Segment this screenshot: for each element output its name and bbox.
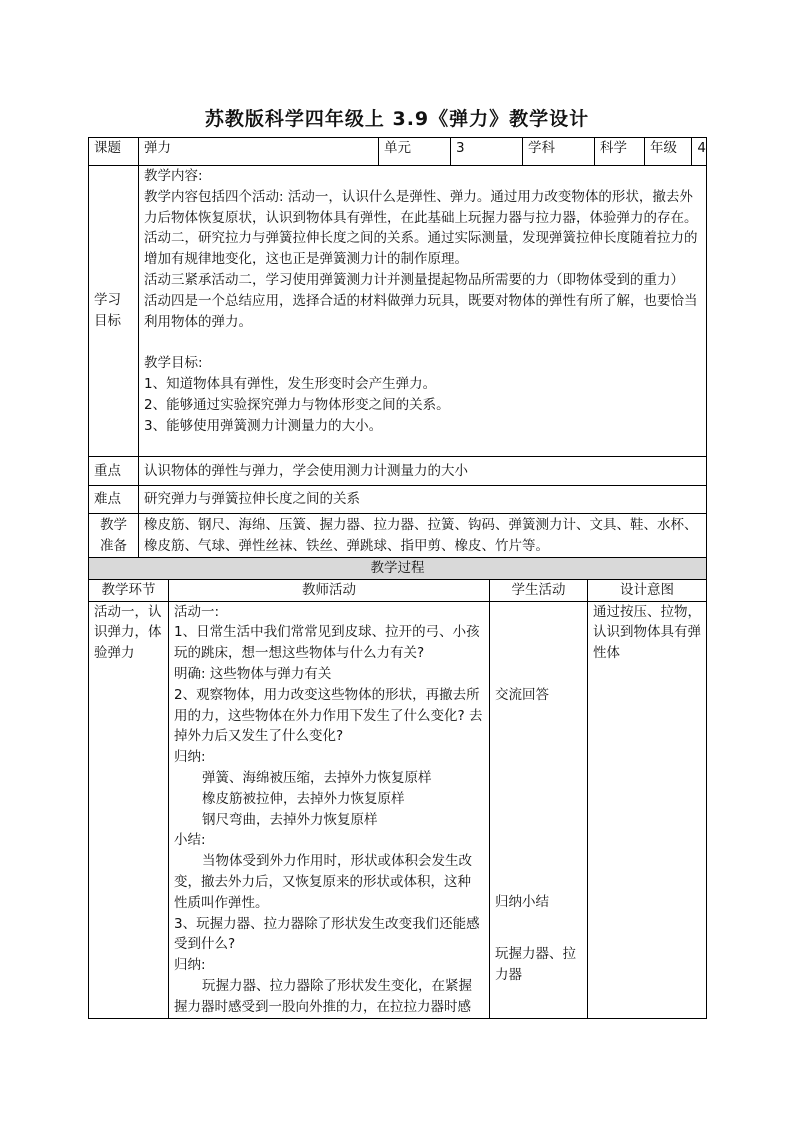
content-line: 活动四是一个总结应用，选择合适的材料做弹力玩具，既要对物体的弹性有所了解，也要恰当利用物体的弹力。	[144, 292, 698, 330]
student-item: 交流回答	[495, 686, 549, 703]
goals-content	[139, 166, 707, 457]
clarification: 明确: 这些物体与弹力有关	[174, 665, 332, 682]
objective-item: 3、能够使用弹簧测力计测量力的大小。	[144, 417, 383, 434]
summary-item: 弹簧、海绵被压缩，去掉外力恢复原样	[202, 769, 432, 786]
column-header: 教学环节	[89, 579, 169, 601]
content-line: 教学内容包括四个活动: 活动一，认识什么是弹性、弹力。通过用力改变物体的形状，撤去外力后物体恢复原状，认识到物体具有弹性，在此基础上玩握力器与拉力器，体验弹力的存在。	[144, 188, 698, 226]
grade-cell	[645, 138, 707, 166]
key-point-label: 重点	[89, 457, 139, 486]
stage-cell: 活动一，认识弹力，体验弹力	[89, 601, 169, 1018]
brief-label: 小结:	[174, 832, 206, 849]
key-point-value: 认识物体的弹性与弹力，学会使用测力计测量力的大小	[139, 457, 707, 486]
column-header: 设计意图	[588, 579, 707, 601]
objectives-heading: 教学目标:	[144, 355, 203, 372]
column-header: 学生活动	[490, 579, 588, 601]
summary-item: 钢尺弯曲，去掉外力恢复原样	[202, 811, 378, 828]
summary-text: 玩握力器、拉力器除了形状发生变化，在紧握握力器时感受到一股向外推的力，在拉拉力器时感	[174, 977, 472, 1015]
objective-item: 1、知道物体具有弹性，发生形变时会产生弹力。	[144, 375, 437, 392]
student-activity	[490, 601, 588, 1018]
summary-item: 橡皮筋被拉伸，去掉外力恢复原样	[202, 790, 405, 807]
subject-label: 学科	[523, 138, 595, 166]
grade-label: 年级	[645, 138, 692, 165]
design-intent: 通过按压、拉物，认识到物体具有弹性体	[588, 601, 707, 1018]
prep-value: 橡皮筋、钢尺、海绵、压簧、握力器、拉力器、拉簧、钩码、弹簧测力计、文具、鞋、水杯、橡皮筋、气球、弹性丝袜、铁丝、弹跳球、指甲剪、橡皮、竹片等。	[139, 514, 707, 559]
difficulty-label: 难点	[89, 486, 139, 514]
process-header: 教学过程	[89, 558, 707, 580]
difficulty-value: 研究弹力与弹簧拉伸长度之间的关系	[139, 486, 707, 514]
unit-label: 单元	[379, 138, 451, 166]
student-item: 玩握力器、拉力器	[495, 946, 576, 983]
content-line: 活动二，研究拉力与弹簧拉伸长度之间的关系。通过实际测量，发现弹簧拉伸长度随着拉力的增加有规律地变化，这也正是弹簧测力计的制作原理。	[144, 230, 698, 268]
grade-value: 4	[697, 140, 706, 156]
prep-label: 教学准备	[89, 514, 139, 559]
unit-value: 3	[451, 138, 523, 166]
process-table	[88, 557, 707, 1019]
student-item: 归纳小结	[495, 894, 549, 911]
course-value: 弹力	[139, 138, 379, 166]
overview-table	[88, 137, 707, 559]
column-header: 教师活动	[169, 579, 490, 601]
brief-text: 当物体受到外力作用时，形状或体积会发生改变，撤去外力后，又恢复原来的形状或体积，这种性质叫作弹性。	[174, 853, 472, 911]
objective-item: 2、能够通过实验探究弹力与物体形变之间的关系。	[144, 396, 450, 413]
question: 2、观察物体，用力改变这些物体的形状，再撤去所用的力，这些物体在外力作用下发生了什么变化? 去掉外力后又发生了什么变化?	[174, 686, 483, 745]
activity-title: 活动一:	[174, 603, 220, 620]
goals-label: 学习目标	[89, 166, 139, 457]
question: 3、玩握力器、拉力器除了形状发生改变我们还能感受到什么?	[174, 915, 480, 953]
content-heading: 教学内容:	[144, 168, 203, 184]
subject-value: 科学	[595, 138, 645, 166]
summary-label: 归纳:	[174, 957, 206, 974]
question: 1、日常生活中我们常常见到皮球、拉开的弓、小孩玩的跳床，想一想这些物体与什么力有关?	[174, 624, 480, 662]
summary-label: 归纳:	[174, 749, 206, 766]
course-label: 课题	[89, 138, 139, 166]
content-line: 活动三紧承活动二，学习使用弹簧测力计并测量提起物品所需要的力（即物体受到的重力）	[144, 271, 684, 288]
teacher-activity	[169, 601, 490, 1018]
page-title: 苏教版科学四年级上 3.9《弹力》教学设计	[204, 108, 590, 130]
